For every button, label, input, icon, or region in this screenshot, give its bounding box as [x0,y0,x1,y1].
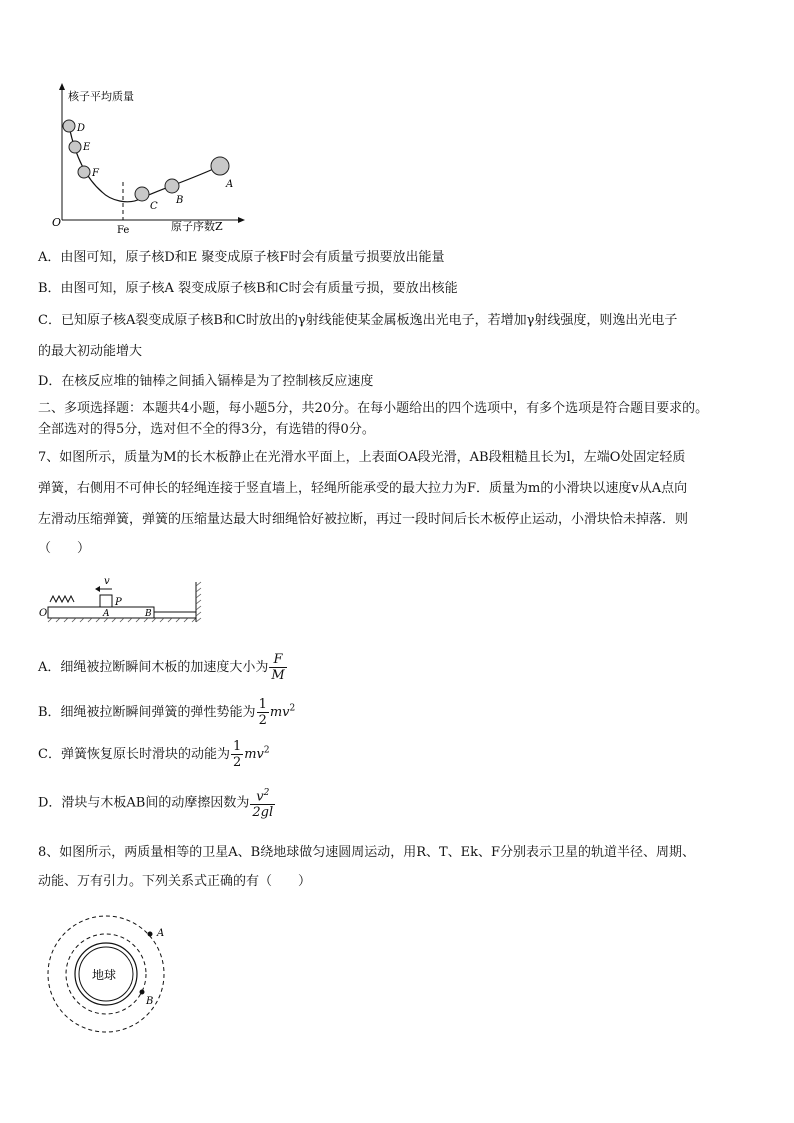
spring [50,596,74,602]
q6-option-c-line2: 的最大初动能增大 [38,344,143,359]
q6-option-c-line1: C．已知原子核A裂变成原子核B和C时放出的γ射线能使某金属板逸出光电子，若增加γ射线强度，则逸出光电子 [38,313,678,328]
q7-option-d [38,786,276,820]
satellite-a-label: A [157,928,165,939]
label-a: A [226,179,234,190]
q8-line1: 8、如图所示，两质量相等的卫星A、B绕地球做匀速圆周运动，用R、T、Ek、F分别表示卫星的轨道半径、周期、 [38,845,696,860]
q6-option-a: A．由图可知，原子核D和E 聚变成原子核F时会有质量亏损要放出能量 [38,250,445,265]
satellite-b [140,990,145,995]
x-axis-arrow [238,217,245,223]
earth-label: 地球 [92,968,117,982]
nucleus-d [63,120,75,132]
q7-option-c: C．弹簧恢复原长时滑块的动能为 $\frac{1}{2}$ $mv^2$ [38,739,270,770]
q7-line1: 7、如图所示，质量为M的长木板静止在光滑水平面上，上表面OA段光滑，AB段粗糙且长为l，左端O处固定轻质 [38,450,686,465]
fig-label-v: v [104,576,110,587]
fraction-numerator: $v^2$ [250,786,275,805]
nucleon-mass-graph [40,80,250,240]
y-axis-arrow [59,83,65,90]
q7-option-d-text: D．滑块与木板AB间的动摩擦因数为 [38,795,250,811]
q7-line3: 左滑动压缩弹簧，弹簧的压缩量达最大时细绳恰好被拉断，再过一段时间后长木板停止运动，小滑块恰未掉落．则 [38,512,689,527]
fraction-denominator: 2gl [252,805,274,821]
label-b: B [176,195,184,206]
fraction-one-half [257,697,269,728]
q7-option-b-text: B．细绳被拉断瞬间弹簧的弹性势能为 [38,705,256,720]
fraction-numerator: F [269,652,286,668]
fraction-f-over-m [269,652,286,683]
label-d: D [77,123,86,134]
q7-option-b: B．细绳被拉断瞬间弹簧的弹性势能为 $\frac{1}{2}$ $mv^2$ [38,697,296,728]
label-c: C [150,201,158,212]
satellite-b-label: B [146,996,154,1007]
q7-option-c-text: C．弹簧恢复原长时滑块的动能为 [38,747,230,762]
y-axis-label: 核子平均质量 [68,90,134,103]
label-e: E [83,142,91,153]
nucleus-c [135,187,149,201]
ground-hatching [48,618,196,622]
section2-line1: 二、多项选择题：本题共4小题，每小题5分，共20分。在每小题给出的四个选项中，有多个选项是符合题目要求的。 [38,401,709,416]
section2-line2: 全部选对的得5分，选对但不全的得3分，有选错的得0分。 [38,422,375,437]
board-spring-figure [36,574,216,634]
slider-block [100,595,112,607]
fe-label: Fe [117,225,130,236]
nucleus-f [78,166,90,178]
fraction-denominator: 2 [258,713,267,728]
nucleus-e [69,141,81,153]
long-board [48,607,154,618]
nucleus-b [165,179,179,193]
fraction-denominator: 2 [232,755,242,770]
label-f: F [92,168,99,179]
fraction-one-half [231,739,243,770]
q7-answer-paren: （ ） [38,541,91,556]
q7-option-c-expr: mv [244,747,264,762]
fraction-denominator: M [271,668,285,683]
q6-option-d: D．在核反应堆的铀棒之间插入镉棒是为了控制核反应速度 [38,374,374,389]
q7-option-a [38,652,288,683]
q6-option-b: B．由图可知，原子核A 裂变成原子核B和C时会有质量亏损，要放出核能 [38,281,458,296]
q7-option-a-text: A．细绳被拉断瞬间木板的加速度大小为 [38,660,269,675]
nucleus-a [211,157,229,175]
fraction-numerator: 1 [258,697,267,712]
x-axis-label: 原子序数Z [171,220,223,233]
q8-line2: 动能、万有引力。下列关系式正确的有（ ） [38,874,312,889]
q7-option-b-expr: mv [269,705,290,720]
origin-label: O [52,216,62,229]
fraction-numerator: 1 [232,739,242,754]
fig-label-p: P [115,597,122,608]
wall-hatching [196,582,201,622]
satellite-a [148,932,153,937]
satellite-orbit-figure [40,912,180,1036]
fig-label-a: A [103,609,110,619]
fig-label-b: B [145,609,152,619]
q7-line2: 弹簧，右侧用不可伸长的轻绳连接于竖直墙上，轻绳所能承受的最大拉力为F．质量为m的小滑块以速度v从A点向 [38,481,688,496]
velocity-arrowhead [95,586,100,592]
fraction-v2-over-2gl [250,786,275,820]
fig-label-o: O [39,608,48,619]
